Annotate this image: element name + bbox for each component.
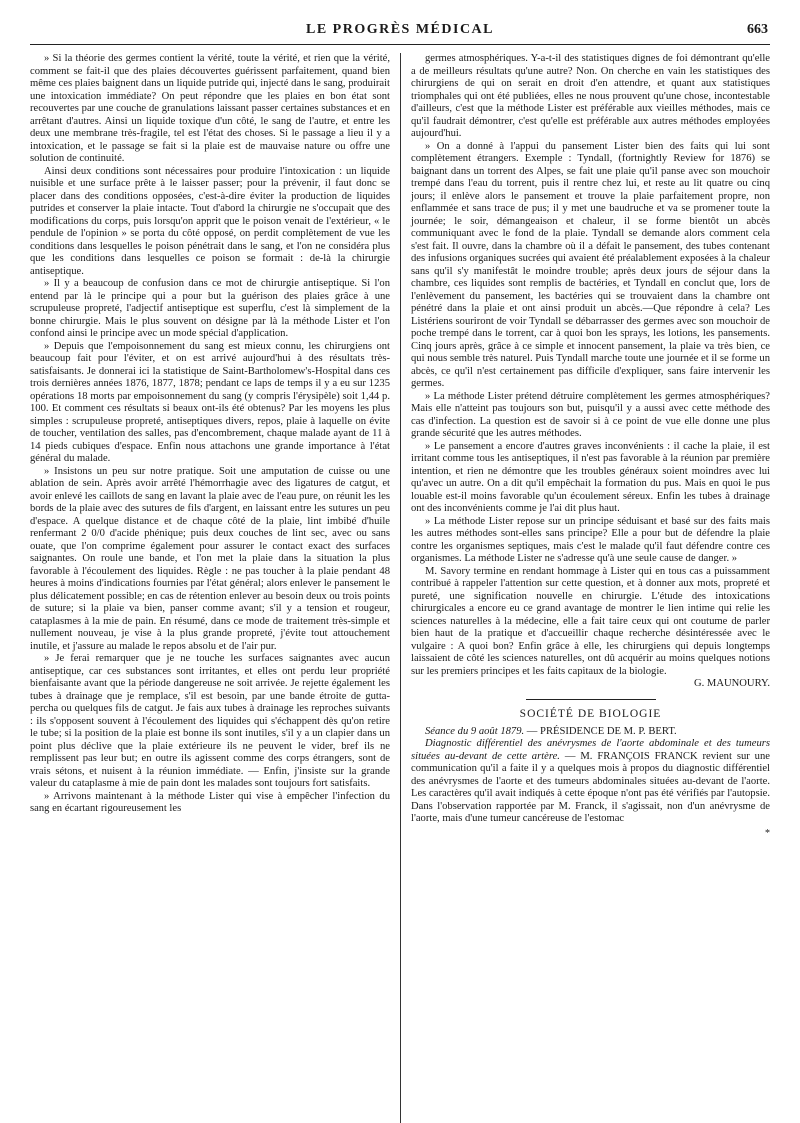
- topic-paragraph: [411, 738, 770, 826]
- session-line: [411, 726, 770, 739]
- paragraph: » La méthode Lister repose sur un principe séduisant et basé sur des faits mais les autres méthodes sont-elles sans principe? Elle a pour but de défendre la plaie contre les organismes septiques, mais c'est le malade qu'il faut défendre contre ces organismes. La méthode Lister ne s'adresse qu'à une seule cause de danger. »: [411, 515, 770, 564]
- session-presidency: — PRÉSIDENCE DE M. P. BERT.: [524, 725, 677, 737]
- paragraph: » La méthode Lister prétend détruire complètement les germes atmosphériques? Mais elle n'atteint pas toujours son but, puisqu'il y a aussi avec cette méthode des cas d'infection. La question est de savoir si à ce point de vue elle donne une plus grande sécurité que les autres méthodes.: [411, 390, 770, 439]
- author-signature: G. MAUNOURY.: [693, 678, 770, 689]
- paragraph: germes atmosphériques. Y-a-t-il des statistiques dignes de foi démontrant qu'elle a de meilleurs résultats qu'une autre? Non. On cherche en vain les statistiques des chirurgiens de qui on serait en droit d'en attendre, et quant aux statistiques triomphales qui ont été publiées, elles ne nous prouvent qu'une chose, incontestable d'ailleurs, c'est que la méthode Lister est préférable aux vieilles méthodes, mais ce qu'il faudrait démontrer, c'est qu'elle est préférable aux autres méthodes employées aujourd'hui.: [411, 53, 770, 139]
- page-header: [30, 22, 770, 45]
- topic-text: — M. FRANÇOIS FRANCK revient sur une communication qu'il a faite il y a quelques mois à propos du diagnostic différentiel des anévrysmes de l'aorte et des tumeurs abdominales situées au-devant de l'aorte. Les caractères qu'il avait indiqués à cette époque n'ont pas été vérifiés par l'autopsie. Dans l'observation rapportée par M. Franck, il s'agissait, non d'un anévrysme de l'aorte, mais d'une tumeur cancéreuse de l'estomac: [411, 750, 770, 824]
- topic-title: Diagnostic différentiel des anévrysmes de l'aorte abdominale et des tumeurs situées au-devant de cette artère.: [411, 738, 770, 762]
- section-title: SOCIÉTÉ DE BIOLOGIE: [519, 707, 662, 720]
- page-number: 663: [747, 22, 768, 37]
- paragraph: » On a donné à l'appui du pansement Lister bien des faits qui lui sont complètement étrangers. Exemple : Tyndall, (fortnightly Review for 1876) se baignant dans un torrent des Alpes, se fait une plaie qu'il panse avec son mouchoir trempé dans l'eau du torrent, puis il rentre chez lui, et reste au lit quatre ou cinq jours; il enlève alors le pansement et trouve la plaie parfaitement propre, non enflammée et sans trace de pus; il y met une baudruche et va se promener toute la journée; le soir, démangeaison et chaleur, il se forme bientôt un abcès communiquant avec le fond de la plaie. Tyndall se demande alors comment cela s'est fait. Il ouvre, dans la chambre où il a défait le pansement, des tubes contenant des infusions organiques sucrées qui avaient été préalablement exposées à la chaleur sans qu'il s'y manifestât le moindre trouble; après deux jours de séjour dans la chambre, ces liquides sont remplis de bactéries, et Tyndall en conclut que, lors de l'enlèvement du pansement, les bactéries qui se trouvaient dans la chambre ont pénétré dans la plaie et ont ainsi produit un abcès.—Que répondre à cela? Les Listériens souriront de voir Tyndall se débarrasser des germes avec son mouchoir de poche trempé dans le torrent, car à quoi bon les sprays, les lotions, les pansements. Cinq jours après, grâce à ce simple et innocent pansement, la plaie va très bien, ce qui nous semble très naturel. Puis Tyndall marche toute une journée et il se forme un abcès, ce qu'il n'est certainement pas difficile d'expliquer, sans faire intervenir les germes.: [411, 140, 770, 389]
- paragraph: » Si la théorie des germes contient la vérité, toute la vérité, et rien que la vérité, comment se fait-il que des plaies découvertes guérissent parfaitement, quand bien même ces plaies baignent dans un liquide putride qui, injecté dans le sang, produirait une intoxication immédiate? On peut répondre que les plaies en bon état sont recouvertes par une couche de granulations laissant passer certaines substances et en arrêtant d'autres. Ainsi un liquide toxique d'un côté, le sang de l'autre, et entre les deux une membrane très-fragile, tel est l'état des choses. Si le passage a lieu il y a intoxication, et le passage se fait si la plaie est de mauvaise nature ou offre une solution de continuité.: [30, 53, 390, 164]
- left-column: [30, 53, 400, 1123]
- paragraph: Ainsi deux conditions sont nécessaires pour produire l'intoxication : un liquide nuisible et une surface prête à le laisser passer; pour la prévenir, il faut donc se placer dans des conditions opposées, c'est-à-dire éviter la production de liquides putrides et conserver la plaie intacte. Tout d'abord la chirurgie ne s'occupait que des modifications du corps, puis lorsqu'on apprit que le poison venait de l'extérieur, « le pendule de l'opinion » se porta du côté opposé, on perdit complètement de vue les conditions dans lesquelles le poison pénétrait dans le sang, et l'on ne considéra plus que les conditions dans lesquelles ce poison se formait : de-là la chirurgie antiseptique.: [30, 165, 390, 277]
- paragraph: » Depuis que l'empoisonnement du sang est mieux connu, les chirurgiens ont beaucoup fait pour l'éviter, et on est arrivé aujourd'hui à des résultats très-satisfaisants. Je donnerai ici la statistique de Saint-Bartholomew's-Hospital dans ces trois dernières années 1876, 1877, 1878; pendant ce laps de temps il y a eu sur 1235 opérations 18 morts par empoisonnement du sang (y compris l'érysipèle) soit 1,44 p. 100. Et comment ces résultats si beaux ont-ils été obtenus? Par les moyens les plus simples : scrupuleuse propreté, antiseptiques divers, repos, plaie à laquelle on évite de toucher, ventilation des salles, pas d'encombrement, chaque malade ayant de 11 à 14 pieds cubiques d'espace. Enfin nous attachons une grande importance à l'état général du malade.: [30, 340, 390, 464]
- paragraph: » Le pansement a encore d'autres graves inconvénients : il cache la plaie, il est irritant comme tous les antiseptiques, il n'est pas favorable à la réunion par première intention, et rien ne démontre que les troubles généraux soient moindres avec lui qu'avec un autre. On a dit qu'il empêchait la formation du pus. Mais en quoi le pus louable est-il moins favorable qu'un écoulement séreux. Enfin les tubes à drainage ont des inconvénients comme je l'ai dit plus haut.: [411, 440, 770, 514]
- paragraph: » Arrivons maintenant à la méthode Lister qui vise à empêcher l'infection du sang en écartant rigoureusement les: [30, 790, 390, 814]
- section-divider: [526, 699, 656, 700]
- end-mark: *: [765, 827, 770, 839]
- running-title: LE PROGRÈS MÉDICAL: [305, 22, 495, 37]
- paragraph: M. Savory termine en rendant hommage à Lister qui en tous cas a puissamment contribué à rappeler l'attention sur cette question, et à donner aux mots, propreté et pureté, une signification nouvelle en chirurgie. L'étude des intoxications chirurgicales a encore eu ce grand avantage de montrer le lien intime qui relie les sciences naturelles à la médecine, elle a fait taire ceux qui ont coutume de parler bien haut de la pratique et d'accueillir chaque recherche désintéressée avec le vulgaire : A quoi bon? Enfin grâce à elle, les chirurgiens qui depuis longtemps laissaient de côté les sciences naturelles, ont dû acquérir au moins quelques notions sur les premiers principes et les faits capitaux de la biologie.: [411, 565, 770, 677]
- session-date: Séance du 9 août 1879.: [425, 725, 525, 737]
- right-column: [400, 53, 770, 1123]
- paragraph: » Je ferai remarquer que je ne touche les surfaces saignantes avec aucun antiseptique, car ces substances sont irritantes, et elles ont perdu leur propriété bienfaisante avant que la période dangereuse ne soit arrivée. Je rejette également les tubes à drainage que je remplace, s'il est besoin, par une bande étroite de gutta-percha ou quelques fils de catgut. Je fais aux tubes à drainage les reproches suivants : ils s'opposent souvent à l'écoulement des liquides qui s'échappent dès qu'on retire le tube; si la position de la plaie est bonne ils sont inutiles, s'il y a un clapier dans un point plus déclive que la plaie extérieure ils ne peuvent le vider, bref ils ne remplissent pas leur but; en outre ils agissent comme des corps étrangers, sont de vrais sétons, et nuisent à la réunion immédiate. — Enfin, j'insiste sur la grande valeur du cataplasme à mie de pain dont les malades sont toujours fort satisfaits.: [30, 653, 390, 789]
- paragraph: » Il y a beaucoup de confusion dans ce mot de chirurgie antiseptique. Si l'on entend par là le principe qui a pour but la guérison des plaies grâce à une scrupuleuse propreté, l'adjectif antiseptique est superflu, c'est là simplement de la bonne chirurgie. Mais le plus souvent on désigne par là la méthode Lister et l'on confond ainsi le principe avec un mode spécial d'application.: [30, 278, 390, 339]
- text-columns: [30, 53, 770, 1123]
- paragraph: » Insistons un peu sur notre pratique. Soit une amputation de cuisse ou une ablation de sein. Après avoir arrêté l'hémorrhagie avec des ligatures de catgut, et avoir enlevé les caillots de sang en lavant la plaie avec de l'eau pure, on réunit les les bords de la plaie avec des sutures de fils d'argent, en laissant entre les sutures un peu d'espace. A quelque distance et de chaque côté de la plaie, lint imbibé d'huile renfermant 2 0/0 d'acide phénique; puis deux couches de lint sec, avec ou sans ouate, que l'on comprime également pour assurer le contact exact des surfaces saignantes. On roule une bande, et l'on met la plaie dans la situation la plus favorable à l'écoulement des liquides. Règle : ne pas toucher à la plaie pendant 48 heures à moins d'indications fournies par l'état général; alors enlever le pansement le plus délicatement possible; en cas de rétention enlever au besoin deux ou trois points de suture; si la plaie va bien, panser comme avant; s'il y a tension et rougeur, cataplasmes à la mie de pain. En résumé, dans ce mode de traitement très-simple et nullement nouveau, je vise à la plus grande propreté, j'évite tout attouchement inutile, et j'assure au malade le repos absolu et de l'air pur.: [30, 465, 390, 652]
